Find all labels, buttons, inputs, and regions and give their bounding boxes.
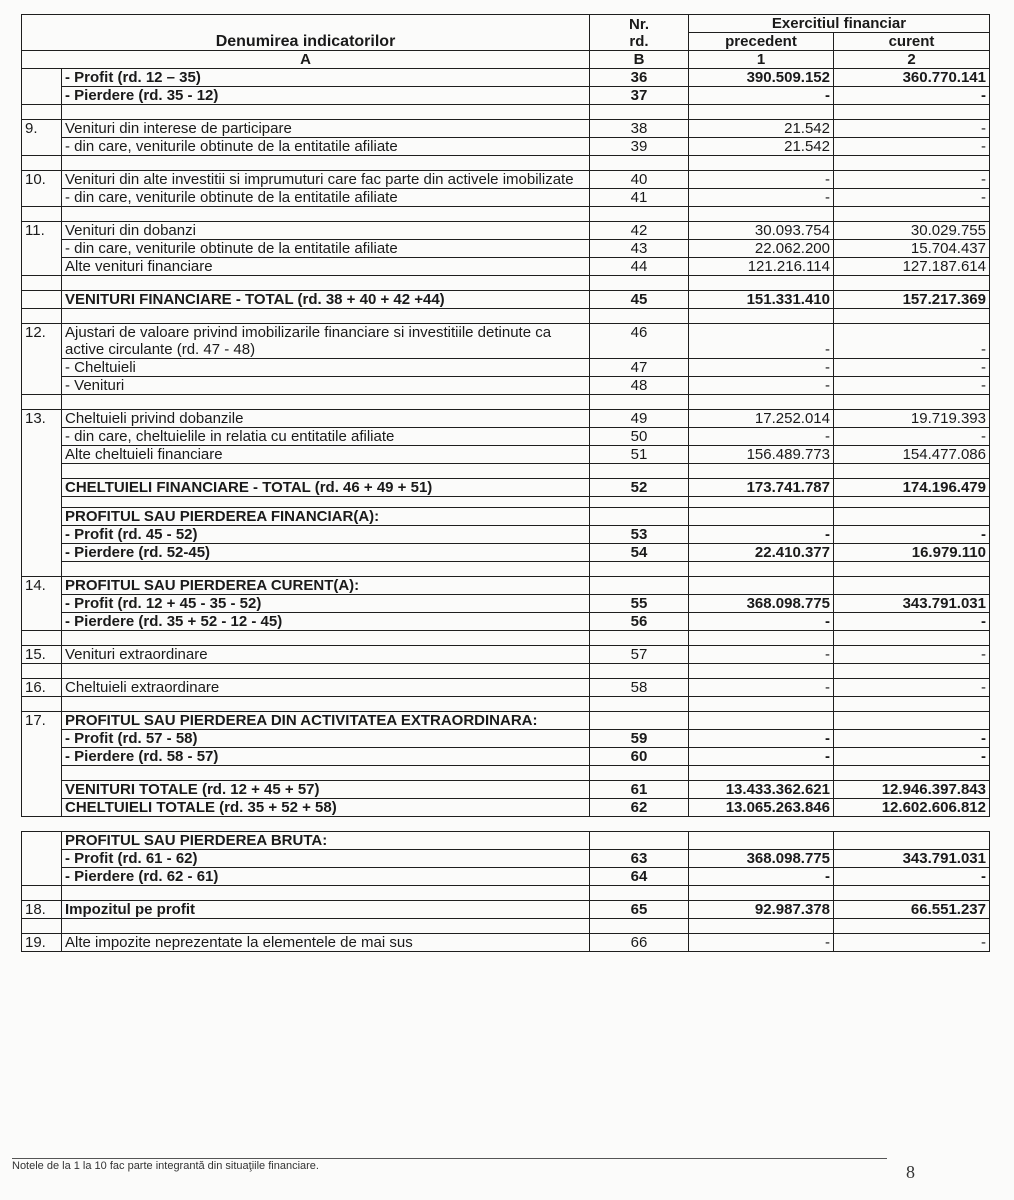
row-curr: 12.946.397.843 xyxy=(834,781,990,799)
row-num: 17. xyxy=(22,712,62,817)
table-row xyxy=(22,240,990,258)
spacer-row xyxy=(22,886,990,901)
row-name: - Pierdere (rd. 35 - 12) xyxy=(62,87,590,105)
spacer-row xyxy=(22,309,990,324)
spacer-row xyxy=(22,464,990,479)
table-row-total xyxy=(22,291,990,309)
row-num: 18. xyxy=(22,901,62,919)
row-curr: - xyxy=(834,646,990,664)
row-rd: 36 xyxy=(590,69,689,87)
row-name: - Profit (rd. 12 – 35) xyxy=(62,69,590,87)
spacer-row xyxy=(22,631,990,646)
spacer-row xyxy=(22,395,990,410)
row-prev: 368.098.775 xyxy=(689,595,834,613)
row-rd: 56 xyxy=(590,613,689,631)
row-prev: 173.741.787 xyxy=(689,479,834,497)
row-rd: 44 xyxy=(590,258,689,276)
row-prev: 22.410.377 xyxy=(689,544,834,562)
footnote: Notele de la 1 la 10 fac parte integrantă din situaţiile financiare. xyxy=(12,1160,319,1172)
row-rd: 43 xyxy=(590,240,689,258)
row-name: Impozitul pe profit xyxy=(62,901,590,919)
row-curr: - xyxy=(834,171,990,189)
row-rd: 39 xyxy=(590,138,689,156)
col-2: 2 xyxy=(834,51,990,69)
row-name: Alte venituri financiare xyxy=(62,258,590,276)
row-num: 16. xyxy=(22,679,62,697)
row-curr: 157.217.369 xyxy=(834,291,990,309)
row-rd: 62 xyxy=(590,799,689,817)
row-prev: - xyxy=(689,646,834,664)
table-row xyxy=(22,748,990,766)
row-rd: 60 xyxy=(590,748,689,766)
row-rd: 38 xyxy=(590,120,689,138)
row-name: - din care, veniturile obtinute de la entitatile afiliate xyxy=(62,138,590,156)
table-row xyxy=(22,595,990,613)
table-row xyxy=(22,222,990,240)
row-prev: 151.331.410 xyxy=(689,291,834,309)
row-name: - Profit (rd. 12 + 45 - 35 - 52) xyxy=(62,595,590,613)
table-row xyxy=(22,868,990,886)
spacer-row xyxy=(22,156,990,171)
spacer-row xyxy=(22,497,990,508)
row-prev: - xyxy=(689,934,834,952)
row-prev: 22.062.200 xyxy=(689,240,834,258)
row-curr: - xyxy=(834,526,990,544)
col-1: 1 xyxy=(689,51,834,69)
row-name: - Profit (rd. 61 - 62) xyxy=(62,850,590,868)
profit-loss-table xyxy=(21,14,990,952)
row-rd: 64 xyxy=(590,868,689,886)
row-rd: 52 xyxy=(590,479,689,497)
row-curr: 66.551.237 xyxy=(834,901,990,919)
spacer-row xyxy=(22,105,990,120)
table-row-total xyxy=(22,479,990,497)
row-curr: - xyxy=(834,748,990,766)
row-num: 9. xyxy=(22,120,62,156)
curr-label: curent xyxy=(834,33,990,51)
row-rd: 42 xyxy=(590,222,689,240)
row-rd: 46 xyxy=(590,324,689,359)
table-row xyxy=(22,613,990,631)
row-prev: 92.987.378 xyxy=(689,901,834,919)
row-prev: 21.542 xyxy=(689,120,834,138)
row-prev: 368.098.775 xyxy=(689,850,834,868)
table-row xyxy=(22,359,990,377)
row-name: - din care, veniturile obtinute de la entitatile afiliate xyxy=(62,189,590,207)
row-prev: - xyxy=(689,428,834,446)
row-prev: - xyxy=(689,868,834,886)
col-a: A xyxy=(22,51,590,69)
row-name: - Profit (rd. 57 - 58) xyxy=(62,730,590,748)
rd-label: rd. xyxy=(590,33,689,51)
exercise-title: Exercitiul financiar xyxy=(689,15,990,33)
row-prev: - xyxy=(689,171,834,189)
row-curr: 343.791.031 xyxy=(834,595,990,613)
row-num: 11. xyxy=(22,222,62,276)
row-prev: - xyxy=(689,87,834,105)
row-name: - Pierdere (rd. 62 - 61) xyxy=(62,868,590,886)
table-row xyxy=(22,120,990,138)
row-name: - din care, veniturile obtinute de la entitatile afiliate xyxy=(62,240,590,258)
col-b: B xyxy=(590,51,689,69)
row-rd: 58 xyxy=(590,679,689,697)
indicator-title: Denumirea indicatorilor xyxy=(22,15,590,51)
row-name: VENITURI TOTALE (rd. 12 + 45 + 57) xyxy=(62,781,590,799)
table-row xyxy=(22,87,990,105)
row-curr: 343.791.031 xyxy=(834,850,990,868)
row-rd: 49 xyxy=(590,410,689,428)
spacer-row xyxy=(22,562,990,577)
spacer-row xyxy=(22,766,990,781)
row-curr: - xyxy=(834,120,990,138)
row-name: - Cheltuieli xyxy=(62,359,590,377)
row-prev: 156.489.773 xyxy=(689,446,834,464)
row-name: Venituri din interese de participare xyxy=(62,120,590,138)
table-row xyxy=(22,428,990,446)
row-name: Cheltuieli privind dobanzile xyxy=(62,410,590,428)
row-prev: - xyxy=(689,613,834,631)
table-row-total xyxy=(22,799,990,817)
row-prev: 30.093.754 xyxy=(689,222,834,240)
table-row-total xyxy=(22,781,990,799)
row-curr: - xyxy=(834,868,990,886)
row-prev: 121.216.114 xyxy=(689,258,834,276)
row-rd: 45 xyxy=(590,291,689,309)
table-row xyxy=(22,901,990,919)
row-prev: - xyxy=(689,377,834,395)
row-curr: 15.704.437 xyxy=(834,240,990,258)
row-curr: 19.719.393 xyxy=(834,410,990,428)
table-row xyxy=(22,171,990,189)
row-name: Alte cheltuieli financiare xyxy=(62,446,590,464)
row-name: - Profit (rd. 45 - 52) xyxy=(62,526,590,544)
row-rd: 40 xyxy=(590,171,689,189)
row-curr: - xyxy=(834,359,990,377)
row-name: Venituri extraordinare xyxy=(62,646,590,664)
row-num: 10. xyxy=(22,171,62,207)
row-num: 19. xyxy=(22,934,62,952)
table-row xyxy=(22,446,990,464)
spacer-row xyxy=(22,207,990,222)
spacer-row xyxy=(22,276,990,291)
row-prev: - xyxy=(689,526,834,544)
gap-row xyxy=(22,817,990,832)
row-rd: 59 xyxy=(590,730,689,748)
row-name: Cheltuieli extraordinare xyxy=(62,679,590,697)
row-prev: - xyxy=(689,730,834,748)
table-row xyxy=(22,850,990,868)
row-rd: 55 xyxy=(590,595,689,613)
row-prev: 13.065.263.846 xyxy=(689,799,834,817)
row-curr: 16.979.110 xyxy=(834,544,990,562)
row-curr: - xyxy=(834,679,990,697)
row-rd: 41 xyxy=(590,189,689,207)
row-rd: 63 xyxy=(590,850,689,868)
row-prev: - xyxy=(689,324,834,359)
table-row xyxy=(22,679,990,697)
table-row xyxy=(22,544,990,562)
section-title-row xyxy=(22,577,990,595)
row-name: - Venituri xyxy=(62,377,590,395)
row-rd: 61 xyxy=(590,781,689,799)
table-row xyxy=(22,324,990,359)
table-row xyxy=(22,730,990,748)
row-curr: - xyxy=(834,324,990,359)
section-title-row xyxy=(22,832,990,850)
table-row xyxy=(22,69,990,87)
row-name: CHELTUIELI FINANCIARE - TOTAL (rd. 46 + 49 + 51) xyxy=(62,479,590,497)
row-rd: 53 xyxy=(590,526,689,544)
row-name: Venituri din alte investitii si imprumuturi care fac parte din activele imobilizate xyxy=(62,171,590,189)
row-name: Venituri din dobanzi xyxy=(62,222,590,240)
row-curr: - xyxy=(834,87,990,105)
footer-divider xyxy=(12,1158,887,1159)
row-name: VENITURI FINANCIARE - TOTAL (rd. 38 + 40 + 42 +44) xyxy=(62,291,590,309)
row-curr: 360.770.141 xyxy=(834,69,990,87)
table-row xyxy=(22,410,990,428)
row-rd: 57 xyxy=(590,646,689,664)
row-name: PROFITUL SAU PIERDEREA BRUTA: xyxy=(62,832,590,850)
page-number: 8 xyxy=(906,1162,915,1182)
table-column-codes xyxy=(22,51,990,69)
row-rd: 65 xyxy=(590,901,689,919)
row-prev: 13.433.362.621 xyxy=(689,781,834,799)
row-prev: - xyxy=(689,748,834,766)
row-name: Ajustari de valoare privind imobilizarile financiare si investitiile detinute ca active circulante (rd. 47 - 48) xyxy=(62,324,590,359)
row-name: CHELTUIELI TOTALE (rd. 35 + 52 + 58) xyxy=(62,799,590,817)
row-prev: - xyxy=(689,359,834,377)
row-curr: - xyxy=(834,613,990,631)
row-prev: - xyxy=(689,679,834,697)
row-name: - Pierdere (rd. 35 + 52 - 12 - 45) xyxy=(62,613,590,631)
spacer-row xyxy=(22,664,990,679)
row-rd: 47 xyxy=(590,359,689,377)
spacer-row xyxy=(22,919,990,934)
row-curr: 12.602.606.812 xyxy=(834,799,990,817)
table-row xyxy=(22,138,990,156)
table-row xyxy=(22,934,990,952)
table-row xyxy=(22,646,990,664)
table-row xyxy=(22,526,990,544)
row-curr: - xyxy=(834,428,990,446)
table-row xyxy=(22,377,990,395)
row-prev: 21.542 xyxy=(689,138,834,156)
row-prev: 17.252.014 xyxy=(689,410,834,428)
row-curr: 127.187.614 xyxy=(834,258,990,276)
row-curr: - xyxy=(834,138,990,156)
row-rd: 37 xyxy=(590,87,689,105)
row-name: Alte impozite neprezentate la elementele de mai sus xyxy=(62,934,590,952)
row-name: PROFITUL SAU PIERDEREA CURENT(A): xyxy=(62,577,590,595)
row-curr: - xyxy=(834,189,990,207)
section-title-row xyxy=(22,712,990,730)
table-row xyxy=(22,258,990,276)
spacer-row xyxy=(22,697,990,712)
row-rd: 50 xyxy=(590,428,689,446)
row-prev: - xyxy=(689,189,834,207)
row-prev: 390.509.152 xyxy=(689,69,834,87)
row-num: 12. xyxy=(22,324,62,395)
row-name: - Pierdere (rd. 52-45) xyxy=(62,544,590,562)
row-curr: 30.029.755 xyxy=(834,222,990,240)
prev-label: precedent xyxy=(689,33,834,51)
table-row xyxy=(22,189,990,207)
row-name: PROFITUL SAU PIERDEREA FINANCIAR(A): xyxy=(62,508,590,526)
row-curr: 154.477.086 xyxy=(834,446,990,464)
row-name: - Pierdere (rd. 58 - 57) xyxy=(62,748,590,766)
section-title-row xyxy=(22,508,990,526)
row-num: 14. xyxy=(22,577,62,631)
row-curr: - xyxy=(834,730,990,748)
row-curr: - xyxy=(834,934,990,952)
row-num: 13. xyxy=(22,410,62,577)
table-header-row xyxy=(22,15,990,33)
row-curr: - xyxy=(834,377,990,395)
row-rd: 54 xyxy=(590,544,689,562)
nr-label: Nr. xyxy=(590,15,689,33)
row-rd: 48 xyxy=(590,377,689,395)
row-rd: 51 xyxy=(590,446,689,464)
row-name: - din care, cheltuielile in relatia cu entitatile afiliate xyxy=(62,428,590,446)
row-name: PROFITUL SAU PIERDEREA DIN ACTIVITATEA EXTRAORDINARA: xyxy=(62,712,590,730)
row-rd: 66 xyxy=(590,934,689,952)
row-num: 15. xyxy=(22,646,62,664)
row-curr: 174.196.479 xyxy=(834,479,990,497)
